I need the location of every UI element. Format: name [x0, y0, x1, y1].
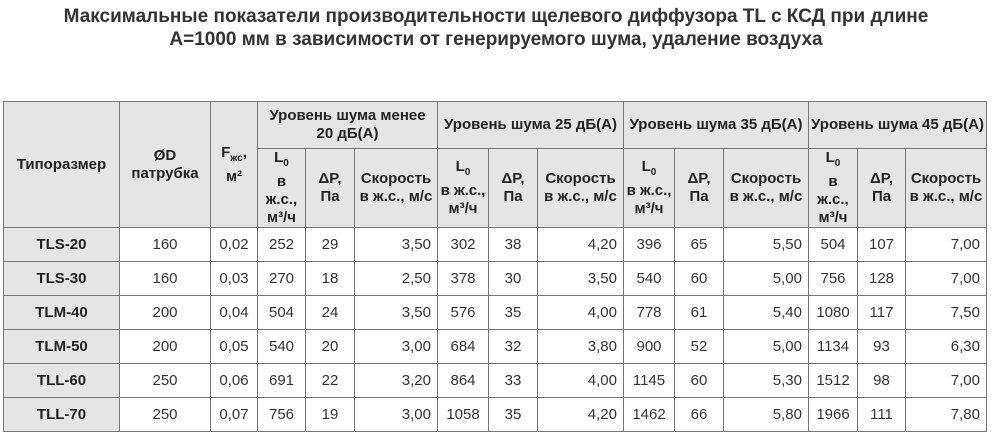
cell-model: TLS-20: [4, 228, 120, 262]
cell-pressure: 52: [675, 330, 724, 364]
cell-airflow: 1080: [809, 296, 858, 330]
header-pressure-g1: ΔP, Па: [306, 149, 355, 228]
cell-speed: 5,40: [724, 296, 809, 330]
cell-speed: 3,80: [538, 330, 624, 364]
header-area: $F_{жс}$, м²: [211, 102, 258, 228]
performance-table-container: [3, 101, 986, 432]
header-pressure-g4: ΔP, Па: [858, 149, 906, 228]
cell-pressure: 117: [858, 296, 906, 330]
cell-speed: 3,50: [538, 262, 624, 296]
cell-area: 0,06: [211, 364, 258, 398]
cell-pressure: 35: [489, 398, 538, 432]
cell-speed: 4,00: [538, 364, 624, 398]
cell-airflow: 270: [258, 262, 306, 296]
cell-speed: 5,30: [724, 364, 809, 398]
cell-airflow: 302: [438, 228, 489, 262]
title-line-1: Максимальные показатели производительности щелевого диффузора TL с КСД при длине: [63, 6, 929, 27]
cell-speed: 5,50: [724, 228, 809, 262]
cell-pressure: 19: [306, 398, 355, 432]
cell-diameter: 200: [120, 330, 211, 364]
cell-model: TLM-40: [4, 296, 120, 330]
header-airflow-g3: $L_0$ в ж.с., м³/ч: [624, 149, 675, 228]
header-model: Типоразмер: [4, 102, 120, 228]
cell-speed: 3,20: [355, 364, 438, 398]
cell-model: TLL-60: [4, 364, 120, 398]
cell-pressure: 128: [858, 262, 906, 296]
cell-area: 0,07: [211, 398, 258, 432]
cell-airflow: 684: [438, 330, 489, 364]
cell-model: TLM-50: [4, 330, 120, 364]
cell-airflow: 691: [258, 364, 306, 398]
cell-diameter: 200: [120, 296, 211, 330]
cell-diameter: 160: [120, 228, 211, 262]
cell-airflow: 1512: [809, 364, 858, 398]
table-row: [4, 398, 987, 432]
cell-pressure: 93: [858, 330, 906, 364]
header-diameter: ØD патрубка: [120, 102, 211, 228]
cell-pressure: 60: [675, 262, 724, 296]
cell-speed: 7,80: [906, 398, 987, 432]
header-speed-g3: Скорость в ж.с., м/с: [724, 149, 809, 228]
table-row: [4, 296, 987, 330]
table-row: [4, 228, 987, 262]
cell-speed: 4,20: [538, 398, 624, 432]
cell-speed: 7,00: [906, 228, 987, 262]
cell-model: TLS-30: [4, 262, 120, 296]
cell-pressure: 24: [306, 296, 355, 330]
cell-pressure: 32: [489, 330, 538, 364]
header-noise-group-1: Уровень шума менее 20 дБ(А): [258, 102, 438, 149]
cell-pressure: 18: [306, 262, 355, 296]
cell-airflow: 396: [624, 228, 675, 262]
cell-pressure: 20: [306, 330, 355, 364]
cell-airflow: 252: [258, 228, 306, 262]
cell-model: TLL-70: [4, 398, 120, 432]
cell-airflow: 576: [438, 296, 489, 330]
cell-diameter: 250: [120, 364, 211, 398]
cell-pressure: 35: [489, 296, 538, 330]
cell-airflow: 540: [624, 262, 675, 296]
table-row: [4, 262, 987, 296]
header-noise-group-4: Уровень шума 45 дБ(А): [809, 102, 987, 149]
cell-area: 0,02: [211, 228, 258, 262]
cell-airflow: 540: [258, 330, 306, 364]
cell-pressure: 60: [675, 364, 724, 398]
cell-airflow: 1966: [809, 398, 858, 432]
cell-pressure: 107: [858, 228, 906, 262]
table-row: [4, 330, 987, 364]
header-noise-group-3: Уровень шума 35 дБ(А): [624, 102, 809, 149]
cell-pressure: 22: [306, 364, 355, 398]
cell-speed: 5,80: [724, 398, 809, 432]
cell-speed: 7,50: [906, 296, 987, 330]
cell-area: 0,04: [211, 296, 258, 330]
cell-speed: 4,00: [538, 296, 624, 330]
cell-pressure: 38: [489, 228, 538, 262]
cell-area: 0,05: [211, 330, 258, 364]
header-speed-g1: Скорость в ж.с., м/с: [355, 149, 438, 228]
header-pressure-g3: ΔP, Па: [675, 149, 724, 228]
cell-speed: 2,50: [355, 262, 438, 296]
cell-pressure: 33: [489, 364, 538, 398]
cell-speed: 5,00: [724, 262, 809, 296]
cell-area: 0,03: [211, 262, 258, 296]
table-row: [4, 364, 987, 398]
table-body: [4, 228, 987, 432]
cell-airflow: 756: [809, 262, 858, 296]
cell-airflow: 1145: [624, 364, 675, 398]
cell-airflow: 378: [438, 262, 489, 296]
cell-pressure: 65: [675, 228, 724, 262]
cell-diameter: 250: [120, 398, 211, 432]
cell-airflow: 864: [438, 364, 489, 398]
header-speed-g4: Скорость в ж.с., м/с: [906, 149, 987, 228]
header-pressure-g2: ΔP, Па: [489, 149, 538, 228]
cell-pressure: 98: [858, 364, 906, 398]
cell-airflow: 900: [624, 330, 675, 364]
page-title: [0, 0, 992, 55]
cell-airflow: 1462: [624, 398, 675, 432]
header-airflow-g2: $L_0$ в ж.с., м³/ч: [438, 149, 489, 228]
cell-speed: 7,00: [906, 262, 987, 296]
cell-speed: 6,30: [906, 330, 987, 364]
cell-airflow: 504: [809, 228, 858, 262]
cell-speed: 3,50: [355, 296, 438, 330]
cell-speed: 7,00: [906, 364, 987, 398]
cell-speed: 3,00: [355, 398, 438, 432]
cell-airflow: 756: [258, 398, 306, 432]
cell-speed: 3,00: [355, 330, 438, 364]
cell-speed: 3,50: [355, 228, 438, 262]
cell-diameter: 160: [120, 262, 211, 296]
header-airflow-g1: $L_0$ в ж.с., м³/ч: [258, 149, 306, 228]
cell-airflow: 778: [624, 296, 675, 330]
cell-airflow: 504: [258, 296, 306, 330]
cell-speed: 5,00: [724, 330, 809, 364]
header-speed-g2: Скорость в ж.с., м/с: [538, 149, 624, 228]
cell-airflow: 1058: [438, 398, 489, 432]
cell-speed: 4,20: [538, 228, 624, 262]
cell-pressure: 29: [306, 228, 355, 262]
title-line-2: A=1000 мм в зависимости от генерируемого шума, удаление воздуха: [169, 29, 823, 50]
cell-airflow: 1134: [809, 330, 858, 364]
performance-table: [3, 101, 987, 432]
cell-pressure: 66: [675, 398, 724, 432]
header-noise-group-2: Уровень шума 25 дБ(А): [438, 102, 624, 149]
cell-pressure: 61: [675, 296, 724, 330]
cell-pressure: 30: [489, 262, 538, 296]
header-airflow-g4: $L_0$ в ж.с., м³/ч: [809, 149, 858, 228]
cell-pressure: 111: [858, 398, 906, 432]
